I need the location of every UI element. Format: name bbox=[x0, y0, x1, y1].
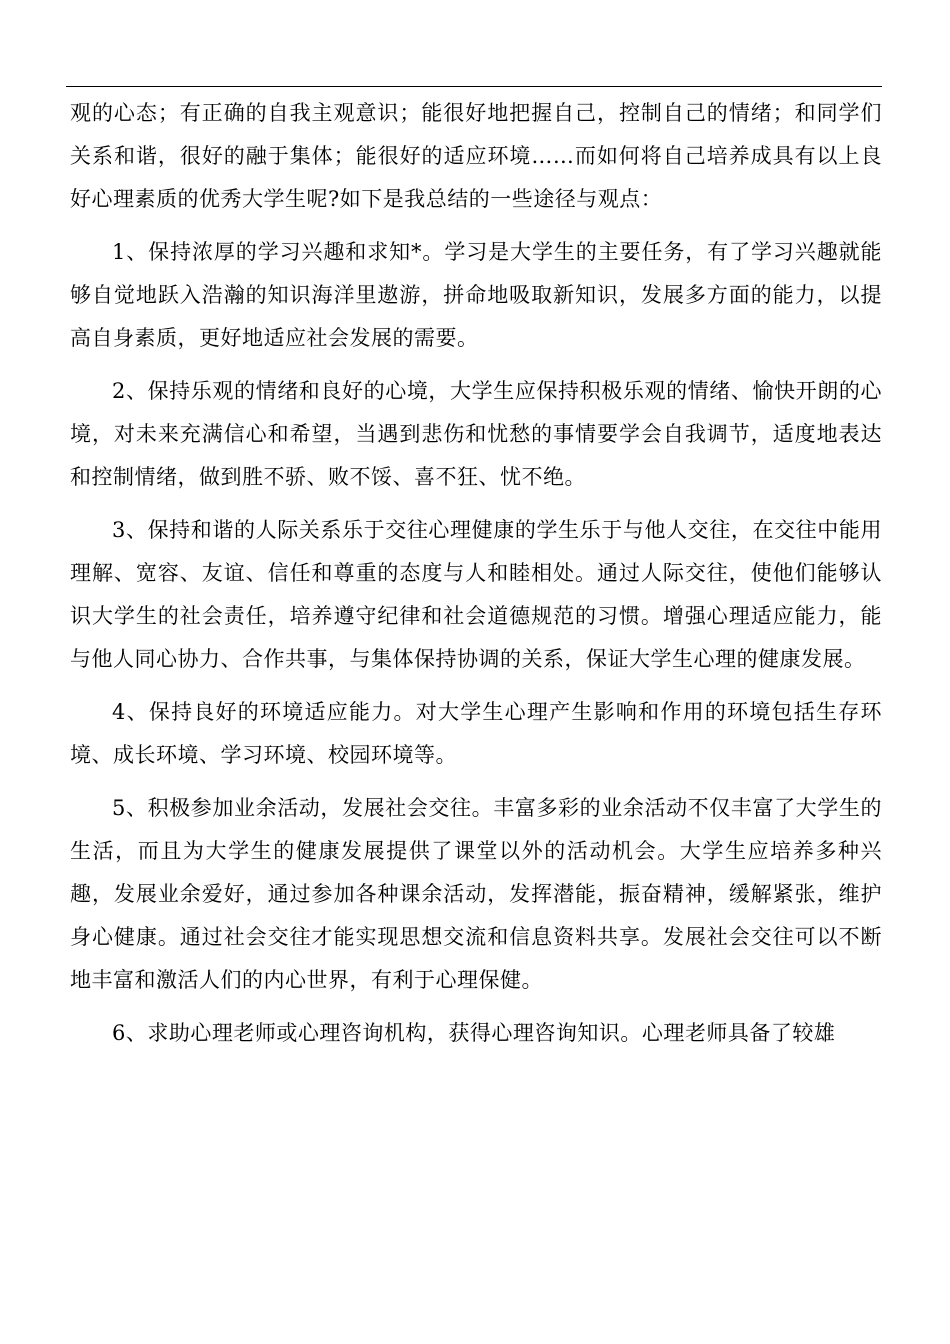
header-rule bbox=[66, 86, 882, 87]
paragraph-item-4: 4、保持良好的环境适应能力。对大学生心理产生影响和作用的环境包括生存环境、成长环境、学习环境、校园环境等。 bbox=[70, 700, 882, 767]
intro-paragraph: 观的心态；有正确的自我主观意识；能很好地把握自己，控制自己的情绪；和同学们关系和谐，很好的融于集体；能很好的适应环境……而如何将自己培养成具有以上良好心理素质的优秀大学生呢?如下是我总结的一些途径与观点： bbox=[70, 101, 882, 211]
document-body bbox=[70, 92, 882, 1055]
paragraph-item-6: 6、求助心理老师或心理咨询机构，获得心理咨询知识。心理老师具备了较雄 bbox=[112, 1021, 836, 1045]
paragraph-item-5: 5、积极参加业余活动，发展社会交往。丰富多彩的业余活动不仅丰富了大学生的生活，而且为大学生的健康发展提供了课堂以外的活动机会。大学生应培养多种兴趣，发展业余爱好，通过参加各种课余活动，发挥潜能，振奋精神，缓解紧张，维护身心健康。通过社会交往才能实现思想交流和信息资料共享。发展社会交往可以不断地丰富和激活人们的内心世界，有利于心理保健。 bbox=[70, 796, 882, 992]
paragraph-item-3: 3、保持和谐的人际关系乐于交往心理健康的学生乐于与他人交往，在交往中能用理解、宽容、友谊、信任和尊重的态度与人和睦相处。通过人际交往，使他们能够认识大学生的社会责任，培养遵守纪律和社会道德规范的习惯。增强心理适应能力，能与他人同心协力、合作共事，与集体保持协调的关系，保证大学生心理的健康发展。 bbox=[70, 518, 882, 671]
paragraph-item-1: 1、保持浓厚的学习兴趣和求知*。学习是大学生的主要任务，有了学习兴趣就能够自觉地跃入浩瀚的知识海洋里遨游，拼命地吸取新知识，发展多方面的能力，以提高自身素质，更好地适应社会发展的需要。 bbox=[70, 240, 882, 350]
paragraph-item-2: 2、保持乐观的情绪和良好的心境，大学生应保持积极乐观的情绪、愉快开朗的心境，对未来充满信心和希望，当遇到悲伤和忧愁的事情要学会自我调节，适度地表达和控制情绪，做到胜不骄、败不馁、喜不狂、忧不绝。 bbox=[70, 379, 882, 489]
